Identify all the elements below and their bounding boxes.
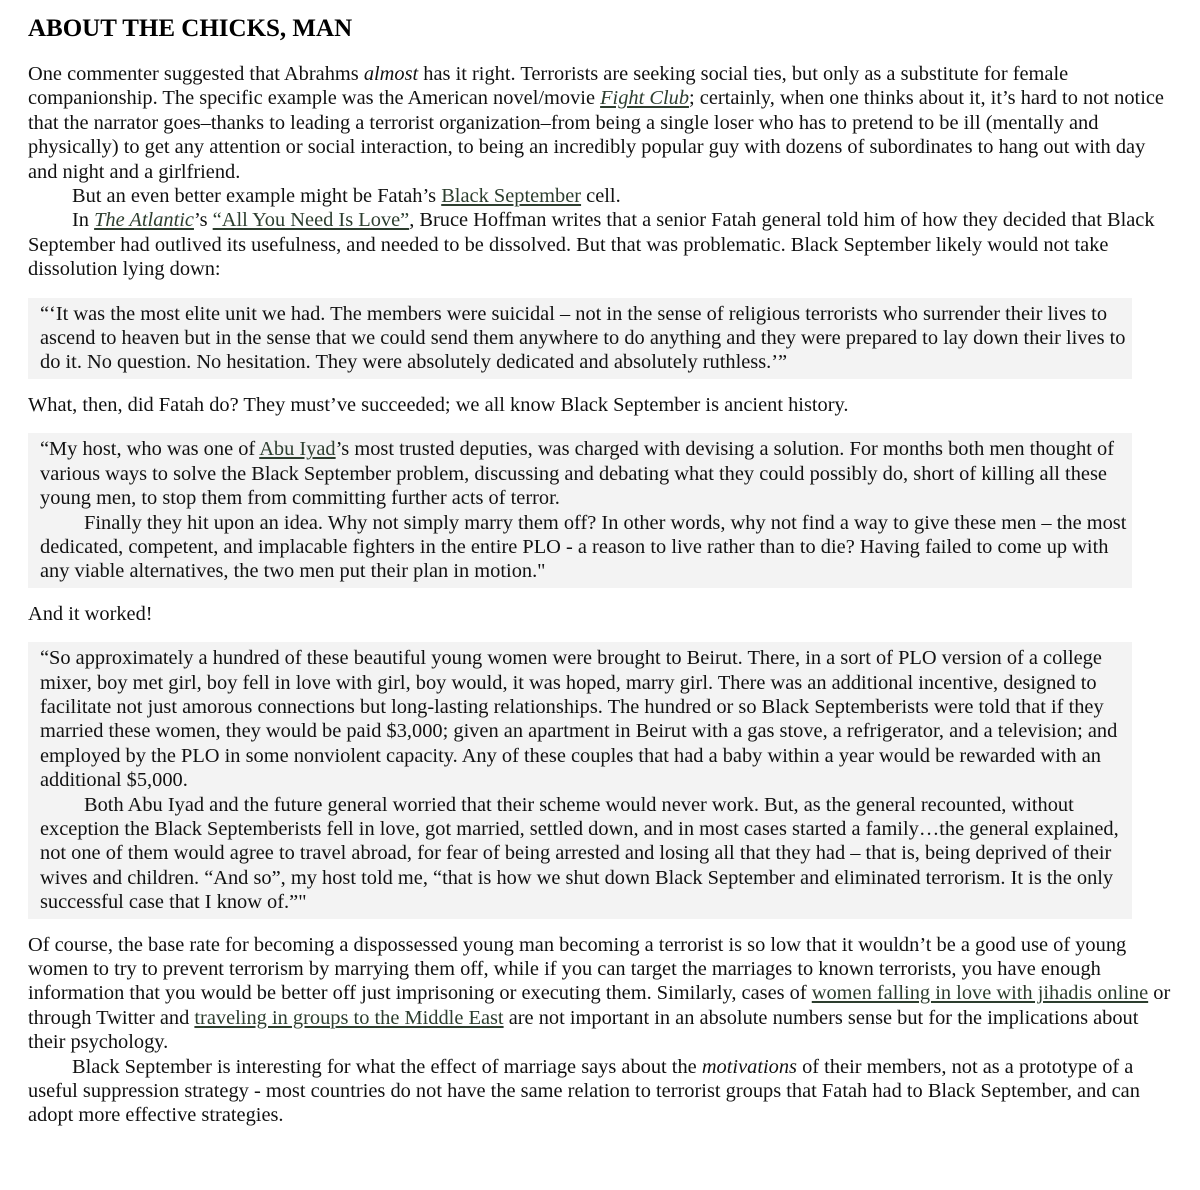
- all-you-need-is-love-link[interactable]: “All You Need Is Love”: [212, 209, 410, 232]
- quote-3-paragraph-1: “So approximately a hundred of these beautiful young women were brought to Beirut. There, in a sort of PLO version of a college mixer, boy met girl, boy fell in love with girl, boy would, it was hoped, marry girl. There was an additional incentive, designed to facilitate not just amorous connections but long-lasting relationships. The hundred or so Black Septemberists were told that if they married these women, they would be paid $3,000; given an apartment in Beirut with a gas stove, a refrigerator, and a television; and employed by the PLO in some nonviolent capacity. Any of these couples that had a baby within a year would be rewarded with an additional $5,000.: [40, 647, 1118, 792]
- blockquote-2: [28, 433, 1132, 587]
- traveling-groups-link[interactable]: traveling in groups to the Middle East: [194, 1006, 504, 1029]
- paragraph-2: But an even better example might be Fatah’s Black September cell.: [72, 185, 621, 208]
- blockquote-3: [28, 642, 1132, 918]
- blockquote-1: [28, 298, 1132, 379]
- page-title: ABOUT THE CHICKS, MAN: [28, 15, 353, 42]
- women-jihadis-link[interactable]: women falling in love with jihadis online: [811, 982, 1149, 1005]
- paragraph-6: Of course, the base rate for becoming a dispossessed young man becoming a terrorist is so low that it wouldn’t be a good use of young women to try to prevent terrorism by marrying them off, while if you can target the marriages to known terrorists, you have enough information that you would be better off just imprisoning or executing them. Similarly, cases of women falling in love with jihadis online or through Twitter and traveling in groups to the Middle East are not important in an absolute numbers sense but for the implications about their psychology.: [28, 933, 1171, 1054]
- quote-3-paragraph-2: Both Abu Iyad and the future general worried that their scheme would never work. But, as the general recounted, without exception the Black Septemberists fell in love, got married, settled down, and in most cases started a family…the general explained, not one of them would agree to travel abroad, for fear of being arrested and losing all that they had – that is, being deprived of their wives and children. “And so”, my host told me, “that is how we shut down Black September and eliminated terrorism. It is the only successful case that I know of.”": [40, 793, 1119, 914]
- quote-1-text: “‘It was the most elite unit we had. The members were suicidal – not in the sense of religious terrorists who surrender their lives to ascend to heaven but in the sense that we could send them anywhere to do anything and they were prepared to lay down their lives to do it. No question. No hesitation. They were absolutely dedicated and absolutely ruthless.’”: [40, 302, 1126, 374]
- paragraph-7: Black September is interesting for what the effect of marriage says about the motivations of their members, not as a prototype of a useful suppression strategy - most countries do not have the same relation to terrorist groups that Fatah had to Black September, and can adopt more effective strategies.: [28, 1055, 1140, 1127]
- fight-club-link[interactable]: Fight Club: [600, 87, 690, 110]
- black-september-link[interactable]: Black September: [441, 185, 582, 208]
- quote-2-text: “My host, who was one of Abu Iyad’s most trusted deputies, was charged with devising a solution. For months both men thought of various ways to solve the Black September problem, discussing and debating what they could possibly do, short of killing all these young men, to stop them from committing further acts of terror.: [40, 438, 1115, 510]
- paragraph-3: In The Atlantic’s “All You Need Is Love”, Bruce Hoffman writes that a senior Fatah general told him of how they decided that Black September had outlived its usefulness, and needed to be dissolved. But that was problematic. Black September likely would not take dissolution lying down:: [28, 209, 1155, 281]
- paragraph-1: One commenter suggested that Abrahms almost has it right. Terrorists are seeking social ties, but only as a substitute for female companionship. The specific example was the American novel/movie Fight Club; certainly, when one thinks about it, it’s hard to not notice that the narrator goes–thanks to leading a terrorist organization–from being a single loser who has to pretend to be ill (mentally and physically) to get any attention or social interaction, to being an incredibly popular guy with dozens of subordinates to hang out with day and night and a girlfriend.: [28, 63, 1164, 183]
- quote-2-paragraph-2: Finally they hit upon an idea. Why not simply marry them off? In other words, why not find a way to give these men – the most dedicated, competent, and implacable fighters in the entire PLO - a reason to live rather than to die? Having failed to come up with any viable alternatives, the two men put their plan in motion.": [40, 511, 1127, 583]
- paragraph-5: And it worked!: [28, 602, 153, 625]
- paragraph-4: What, then, did Fatah do? They must’ve succeeded; we all know Black September is ancient history.: [28, 393, 849, 416]
- the-atlantic-link[interactable]: The Atlantic: [94, 209, 194, 232]
- abu-iyad-link[interactable]: Abu Iyad: [259, 438, 336, 461]
